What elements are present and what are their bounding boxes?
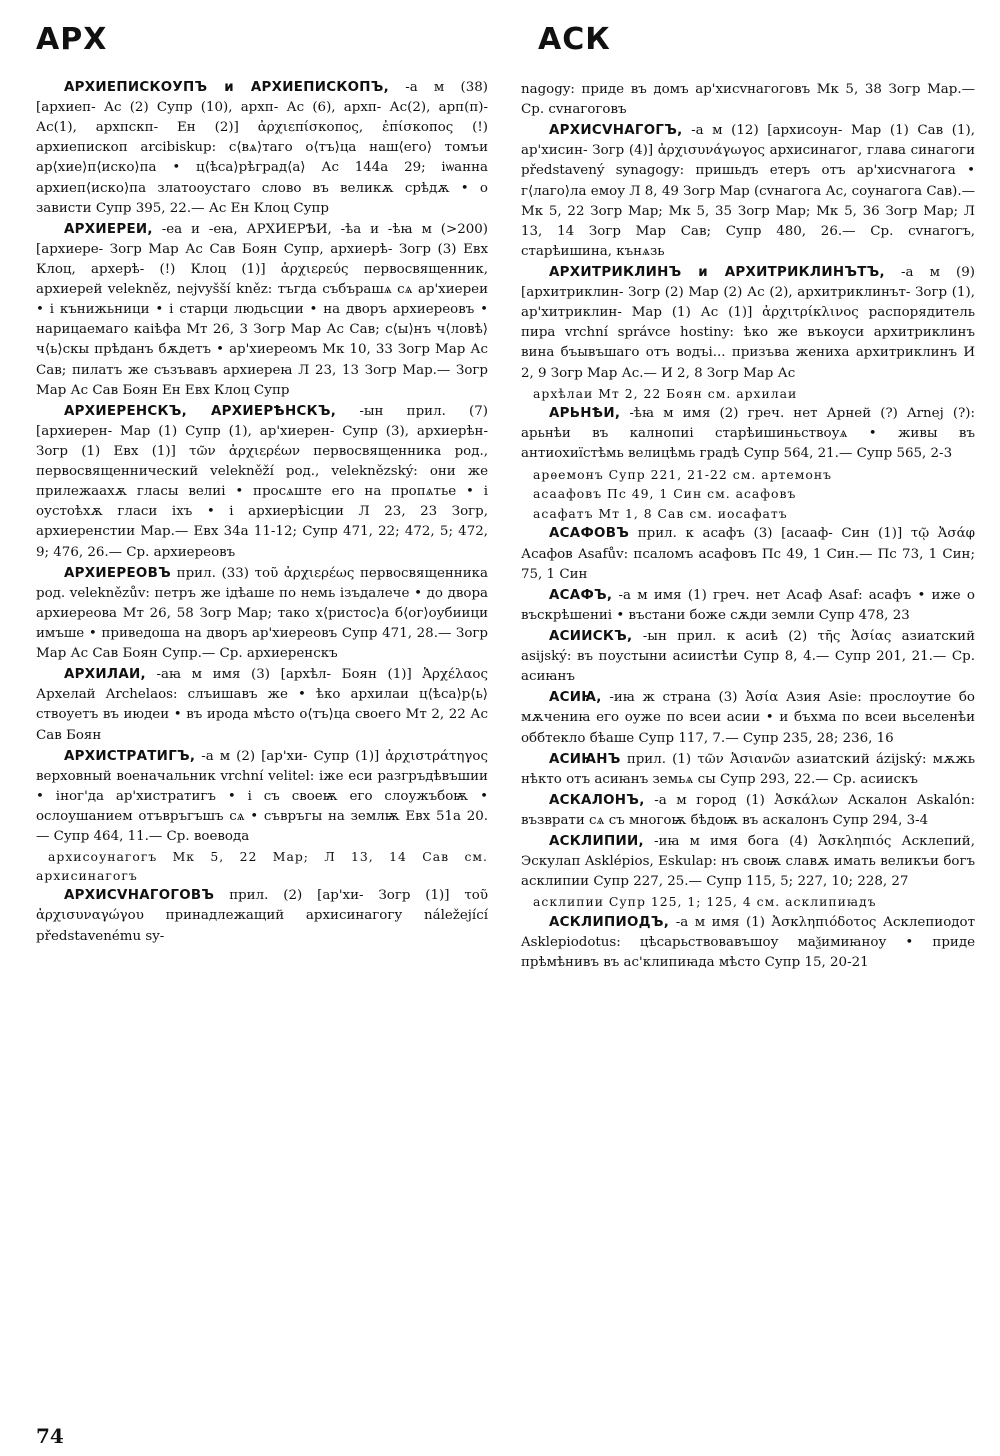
dictionary-entry [521, 627, 975, 687]
entry-body: прил. (2) [ар'хи- Зогр (1)] τοῦ ἀρχισυναγώγου принадлежащий архисинагогу náležející představenému sy- [36, 888, 488, 944]
dictionary-entry [521, 404, 975, 464]
entry-body: прил. (33) τοῦ ἀρχιερέως первосвященника род. veleknězův: петръ же ідѣаше по немь ізъдалече • до двора архиереова Мт 26, 58 Зогр Мар; тако х⟨ристос⟩а б⟨ог⟩оубиици имъше • приведоша на дворъ ар'хиереовъ Супр 471, 28.— Зогр Мар Ас Сав Боян Супр.— Ср. архиеренскъ [36, 565, 488, 662]
headword: АСИꙖ, [549, 690, 602, 706]
headword: АСАФЪ, [549, 587, 613, 603]
dictionary-entry [521, 832, 975, 892]
cross-reference [521, 505, 975, 524]
dictionary-entry [36, 564, 488, 665]
entry-body: -ѣꙗ м имя (2) греч. нет Арней (?) Arnej (?): арьнѣи въ калнопиі старѣишиньствоуѧ • живы въ антиохиїстѣмь велицѣмь градѣ Супр 564, 21.— Супр 565, 2-3 [521, 406, 975, 462]
entry-body: -а м (12) [архисоун- Мар (1) Сав (1), ар'хисин- Зогр (4)] ἀρχισυνάγωγος архисинагог, глава синагоги představený synagogy: пришьдъ етеръ отъ ар'хисvнагога • г⟨лаго⟩ла емоу Л 8, 49 Зогр Мар (сvнагога Ас, соунагога Сав).— Мк 5, 22 Зогр Мар; Мк 5, 35 Зогр Мар; Мк 5, 36 Зогр Мар; Л 13, 14 Зогр Мар Сав; Супр 480, 26.— Ср. сvнагогъ, старѣишина, кънѧзь [521, 123, 975, 259]
headword: АРЬНѢИ, [549, 406, 621, 422]
headword: АРХИСТРАТИГЪ, [64, 748, 196, 764]
dictionary-entry [521, 524, 975, 584]
entry-body: -а м город (1) Ἀσκάλων Аскалон Askalón: възврати сѧ съ многоѭ бѣдоѭ въ аскалонъ Супр 294, 3-4 [521, 792, 975, 828]
headword: АРХИТРИКЛИНЪ и АРХИТРИКЛИНЪТЪ, [549, 264, 885, 280]
headword: АРХИЕРЕОВЪ [64, 565, 171, 581]
left-column [36, 78, 488, 948]
dictionary-entry [521, 913, 975, 973]
entry-body: -аꙗ м имя (3) [архѣл- Боян (1)] Ἀρχέλαος Архелай Archelaos: слъишавъ же • ѣко архилаи ц⟨ѣса⟩р⟨ь⟩ствоуетъ въ июдеи • въ ирода мѣсто о⟨тъ⟩ца своего Мт 2, 22 Ас Сав Боян [36, 667, 488, 743]
dictionary-entry [521, 586, 975, 626]
headword: АРХИЛАИ, [64, 667, 146, 683]
headword: АСКАЛОНЪ, [549, 792, 645, 808]
entry-body: -а м (9) [архитриклин- Зогр (2) Мар (2) Ас (2), архитриклинът- Зогр (1), ар'хитриклин- Мар (1) Ас (1)] ἀρχιτρίκλινος распорядитель пира vrchní správce hostiny: ѣко же въкоуси архитриклинъ вина бъывъшаго отъ водъі... призъва жениха архитриклинъ И 2, 9 Зогр Мар Ас.— И 2, 8 Зогр Мар Ас [521, 264, 976, 381]
entry-continuation [521, 80, 975, 120]
headword: АСКЛИПИИ, [549, 834, 644, 850]
dictionary-entry [521, 688, 975, 748]
dictionary-entry [36, 665, 488, 745]
cross-reference [521, 385, 975, 404]
cross-reference [521, 893, 975, 912]
entry-body: архѣлаи Мт 2, 22 Боян см. архилаи [533, 385, 798, 401]
headword: АСАФОВЪ [549, 526, 630, 542]
entry-body: прил. к асафъ (3) [асааф- Син (1)] τῷ Ἀσάφ Асафов Asafův: псаломъ асафовъ Пс 49, 1 Син.— Пс 73, 1 Син; 75, 1 Син [521, 526, 975, 582]
entry-body: асафатъ Мт 1, 8 Сав см. иосафатъ [533, 505, 788, 521]
headword: АСИИСКЪ, [549, 628, 633, 644]
headword: АРХИСVНАГОГОВЪ [64, 888, 215, 904]
entry-body: -еа и -еꙗ, АРХИЕРѢИ, -ѣа и -ѣꙗ м (>200) [архиере- Зогр Мар Ас Сав Боян Супр, архиерѣ- Зогр (3) Евх Клоц, архерѣ- (!) Клоц (1)] ἀρχιερεύς первосвященник, архиерей velekněz, nejvyšší kněz: тъгда събърашѧ сѧ ар'хиереи • і кънижьници • і старци людьсции • на дворъ архиереовъ • нарицаемаго каіѣфа Мт 26, 3 Зогр Мар Ас Сав; с⟨ы⟩нъ ч⟨ловѣ⟩ч⟨ь⟩скы прѣданъ бѫдетъ • ар'хиереомъ Мк 10, 33 Зогр Мар Ас Сав; пилатъ же съзъвавъ архиереꙗ Л 23, 13 Зогр Мар.— Зогр Мар Ас Сав Боян Ен Евх Клоц Супр [36, 221, 488, 398]
running-header-left: АРХ [36, 22, 108, 57]
cross-reference [521, 485, 975, 504]
entry-body: nagogy: приде въ домъ ар'хисvнагоговъ Мк 5, 38 Зогр Мар.— Ср. сvнагоговъ [521, 82, 975, 118]
entry-body: -ын прил. (7) [архиерен- Мар (1) Супр (1), ар'хиерен- Супр (3), архиерѣн- Зогр (1) Евх (1)] τῶν ἀρχιερέων первосвященника род., первосвященнический velekněží род., veleknězský: они же прилежаахѫ гласы велиі • просѧште его на пропѧтье • і оустоѣхѫ гласи іхъ • і архиерѣісции Л 23, 23 Зогр, архиеренстии Мар.— Евх 34а 11-12; Супр 471, 22; 472, 5; 472, 9; 476, 26.— Ср. архиереовъ [36, 403, 488, 560]
dictionary-entry [521, 750, 975, 790]
headword: АРХИЕРЕНСКЪ, АРХИЕРѢНСКЪ, [64, 403, 337, 419]
dictionary-entry [36, 747, 488, 848]
dictionary-entry [36, 886, 488, 946]
headword: АРХИСVНАГОГЪ, [549, 123, 683, 139]
entry-body: -иꙗ м имя бога (4) Ἀσκληπιός Асклепий, Эскулап Asklépios, Eskulap: нъ своѭ славѫ имать великъи богъ асклипии Супр 227, 25.— Супр 115, 5; 227, 10; 228, 27 [521, 834, 975, 890]
entry-body: -ын прил. к асиѣ (2) τῆς Ἀσίας азиатский asijský: въ поустыни асиистѣи Супр 8, 4.— Супр 201, 21.— Ср. асиꙗнъ [521, 628, 975, 685]
entry-body: -а м имя (1) греч. нет Асаф Asaf: асафъ • иже о въскрѣшениі • въстани боже сѫди земли Супр 478, 23 [521, 587, 975, 623]
headword: АРХИЕРЕИ, [64, 221, 153, 237]
entry-body: арѳемонъ Супр 221, 21-22 см. артемонъ [533, 466, 832, 482]
headword: АСИꙖНЪ [549, 751, 621, 767]
headword: АСКЛИПИОДЪ, [549, 914, 670, 930]
entry-body: архисоунагогъ Мк 5, 22 Мар; Л 13, 14 Сав см. архисинагогъ [36, 849, 488, 883]
entry-body: прил. (1) τῶν Ἀσιανῶν азиатский ázijský: мѫжь нѣкто отъ асиꙗнъ земьѧ сы Супр 293, 22.— Ср. асиискъ [521, 751, 975, 787]
dictionary-entry [36, 220, 488, 401]
page-number: 74 [36, 1424, 64, 1448]
dictionary-entry [36, 402, 488, 563]
dictionary-entry [36, 78, 488, 219]
dictionary-entry [521, 263, 975, 384]
dictionary-entry [521, 791, 975, 831]
entry-body: -а м (2) [ар'хи- Супр (1)] ἀρχιστράτηγος верховный военачальник vrchní velitel: іже еси разгръдѣвъшии • іног'да ар'хистратигъ • і съ своеѭ его слоужъбоѭ • ослоушанием отъвръгъшъ сѧ • съвръгы на землѭ Евх 51а 20.— Супр 464, 11.— Ср. воевода [36, 748, 488, 845]
running-header-right: АСК [538, 22, 611, 57]
entry-body: асклипии Супр 125, 1; 125, 4 см. асклипиꙗдъ [533, 894, 877, 910]
entry-body: -а м имя (1) Ἀσκληπιόδοτος Асклепиодот Asklepiodotus: цѣсарьствовавъшоу маѯимиꙗноу • приде прѣмѣнивъ въ ас'клипиꙗда мѣсто Супр 15, 20-21 [521, 914, 975, 971]
cross-reference [36, 848, 488, 885]
entry-body: асаафовъ Пс 49, 1 Син см. асафовъ [533, 486, 797, 502]
right-column [521, 80, 975, 974]
dictionary-entry [521, 121, 975, 262]
entry-body: -а м (38) [архиеп- Ас (2) Супр (10), архп- Ас (6), архп- Ас(2), арп(п)- Ас(1), архпскп- Ен (2)] ἀρχιεπίσκοπος, ἐπίσκοπος (!) архиепископ arcibiskup: с⟨вѧ⟩таго о⟨тъ⟩ца наш⟨его⟩ томъи ар⟨хие⟩п⟨иско⟩па • ц⟨ѣса⟩рѣград⟨а⟩ Ас 144а 29; іѡанна архиеп⟨иско⟩па златооустаго слово въ великѫ срѣдѫ • о зависти Супр 395, 22.— Ас Ен Клоц Супр [36, 80, 488, 216]
entry-body: -иꙗ ж страна (3) Ἀσία Азия Asie: прослоутие бо мѫчениꙗ его оуже по всеи асии • и бъхма по всеи вьселенѣи оббтекло бѣаше Супр 117, 7.— Супр 235, 28; 236, 16 [521, 690, 975, 746]
cross-reference [521, 466, 975, 485]
headword: АРХИЕПИСКОУПЪ и АРХИЕПИСКОПЪ, [64, 80, 390, 95]
